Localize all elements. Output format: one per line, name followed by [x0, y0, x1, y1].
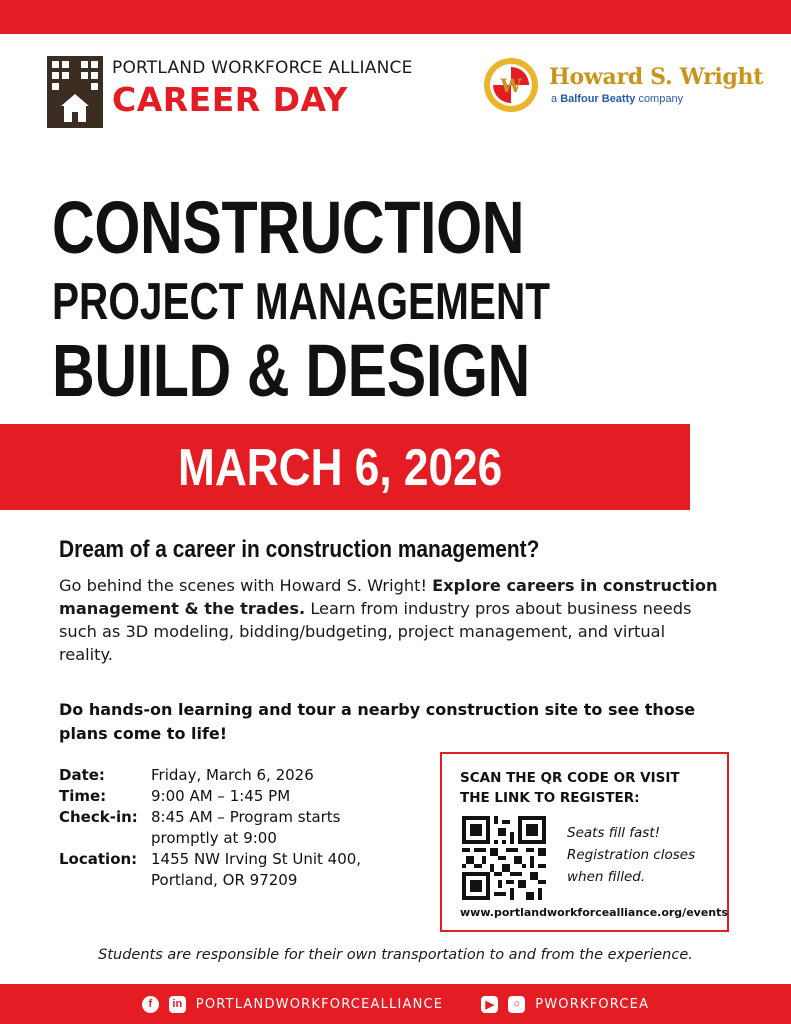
social-handle-secondary[interactable]: PWORKFORCEA	[535, 996, 650, 1012]
registration-title: SCAN THE QR CODE OR VISIT THE LINK TO REGISTER:	[460, 770, 680, 806]
svg-text:W: W	[500, 75, 522, 97]
instagram-icon[interactable]: ○	[508, 996, 525, 1013]
transportation-footnote: Students are responsible for their own transportation to and from the experience.	[98, 947, 693, 963]
event-details	[59, 765, 391, 891]
facebook-icon[interactable]: f	[142, 996, 159, 1013]
detail-label: Location:	[59, 850, 138, 868]
detail-label: Date:	[59, 766, 105, 784]
detail-row-time	[59, 786, 391, 807]
headline-construction: CONSTRUCTION	[52, 186, 525, 269]
event-name: CAREER DAY	[112, 80, 348, 119]
intro-paragraph: Go behind the scenes with Howard S. Wright! Explore careers in construction management & the trades. Learn from industry pros about business needs such as 3D modeling, bidding/budgeting, project management, and virtual reality.	[59, 576, 718, 664]
headline-project-management: PROJECT MANAGEMENT	[52, 273, 551, 331]
date-banner	[0, 424, 690, 510]
building-logo-icon	[47, 56, 103, 128]
detail-row-checkin	[59, 807, 391, 849]
detail-value: Friday, March 6, 2026	[151, 766, 314, 784]
date-banner-text: MARCH 6, 2026	[178, 439, 503, 497]
registration-link[interactable]: www.portlandworkforcealliance.org/events	[460, 906, 728, 919]
detail-label: Check-in:	[59, 808, 138, 826]
partner-tagline: a Balfour Beatty company	[551, 93, 684, 105]
youtube-icon[interactable]: ▶	[481, 996, 498, 1013]
detail-value: 8:45 AM – Program starts promptly at 9:00	[151, 808, 341, 847]
detail-label: Time:	[59, 787, 107, 805]
hsw-shield-logo-icon	[483, 57, 539, 113]
detail-value: 1455 NW Irving St Unit 400, Portland, OR 97209	[151, 850, 362, 889]
body-subhead: Dream of a career in construction management?	[59, 536, 540, 563]
social-handle-primary[interactable]: PORTLANDWORKFORCEALLIANCE	[195, 996, 444, 1012]
registration-box	[440, 752, 729, 932]
detail-row-date	[59, 765, 391, 786]
top-red-bar	[0, 0, 791, 34]
registration-note: Seats fill fast! Registration closes when filled.	[567, 825, 696, 885]
headline-build-design: BUILD & DESIGN	[52, 329, 530, 412]
qr-code-icon[interactable]	[462, 816, 546, 900]
org-name: PORTLAND WORKFORCE ALLIANCE	[112, 58, 413, 78]
detail-row-location	[59, 849, 391, 891]
detail-value: 9:00 AM – 1:45 PM	[151, 787, 291, 805]
partner-name: Howard S. Wright	[549, 64, 764, 90]
callout-paragraph: Do hands-on learning and tour a nearby construction site to see those plans come to life!	[59, 700, 696, 743]
social-footer	[0, 984, 791, 1024]
linkedin-icon[interactable]: in	[169, 996, 186, 1013]
